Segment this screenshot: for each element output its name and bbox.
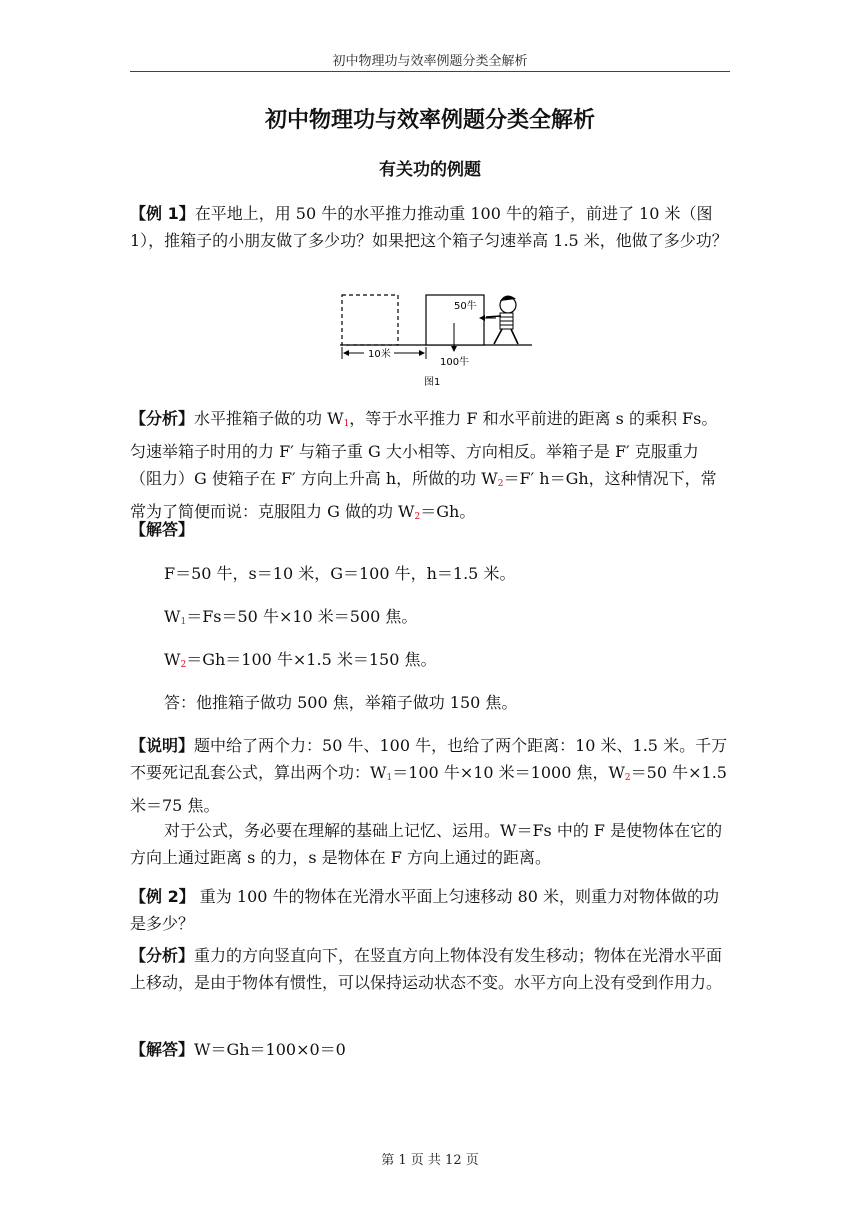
answer-1-line-2 bbox=[164, 603, 730, 636]
answer-1-line-1: F＝50 牛，s＝10 米，G＝100 牛，h＝1.5 米。 bbox=[164, 564, 516, 583]
analysis-2 bbox=[130, 942, 730, 996]
example-1-label: 【例 1】 bbox=[130, 204, 195, 223]
note-1 bbox=[130, 732, 730, 819]
subscript: 1 bbox=[386, 773, 393, 783]
header-divider bbox=[130, 71, 730, 72]
formula-text: ＝Fs＝50 牛×10 米＝500 焦。 bbox=[186, 607, 418, 626]
subscript: 2 bbox=[624, 773, 631, 783]
answer-2 bbox=[130, 1036, 730, 1063]
distance-label: 10米 bbox=[368, 349, 391, 360]
figure-1-diagram bbox=[336, 287, 536, 391]
subscript: 2 bbox=[414, 512, 421, 522]
dim-arrow-left bbox=[343, 350, 349, 356]
analysis-1-text-c: ＝F′ h＝Gh，这种情况下，常常为了简便而说：克服阻力 G 做的功 W bbox=[130, 469, 717, 521]
formula-w: W bbox=[164, 650, 181, 669]
force-label: 50牛 bbox=[454, 301, 477, 312]
formula-text: ＝Gh＝100 牛×1.5 米＝150 焦。 bbox=[186, 650, 437, 669]
analysis-1-text-a: 水平推箱子做的功 W bbox=[194, 409, 344, 428]
answer-1-label: 【解答】 bbox=[130, 520, 195, 539]
analysis-1 bbox=[130, 405, 730, 531]
child-figure bbox=[486, 295, 518, 344]
example-2-text: 重为 100 牛的物体在光滑水平面上匀速移动 80 米，则重力对物体做的功是多少？ bbox=[130, 887, 720, 933]
analysis-2-label: 【分析】 bbox=[130, 946, 195, 965]
note-1-label: 【说明】 bbox=[130, 736, 195, 755]
analysis-1-text-d: ＝Gh。 bbox=[420, 502, 476, 521]
note-1-text-c: ＝50 牛×1.5 米＝75 焦。 bbox=[130, 763, 727, 815]
formula-w: W bbox=[164, 607, 181, 626]
dashed-box-start bbox=[342, 295, 398, 345]
page-footer: 第 1 页 共 12 页 bbox=[381, 1153, 479, 1168]
example-1-text: 在平地上，用 50 牛的水平推力推动重 100 牛的箱子，前进了 10 米（图 1），推箱子的小朋友做了多少功？如果把这个箱子匀速举高 1.5 米，他做了多少功？ bbox=[130, 204, 728, 250]
running-header: 初中物理功与效率例题分类全解析 bbox=[332, 54, 528, 69]
analysis-1-label: 【分析】 bbox=[130, 409, 195, 428]
answer-2-text: W＝Gh＝100×0＝0 bbox=[194, 1040, 346, 1059]
analysis-1-text-b: ，等于水平推力 F 和水平前进的距离 s 的乘积 Fs。匀速举箱子时用的力 F′ 与箱子重 G 大小相等、方向相反。举箱子是 F′ 克服重力（阻力）G 使箱子在 F′ 方向上升高 h，所做的功 W bbox=[130, 409, 718, 488]
note-1-text-b: ＝100 牛×10 米＝1000 焦，W bbox=[392, 763, 625, 782]
subscript: 1 bbox=[343, 419, 350, 429]
answer-1-heading bbox=[130, 516, 730, 543]
answer-2-label: 【解答】 bbox=[130, 1040, 195, 1059]
note-1-paragraph-2: 对于公式，务必要在理解的基础上记忆、运用。W＝Fs 中的 F 是使物体在它的方向上通过距离 s 的力，s 是物体在 F 方向上通过的距离。 bbox=[130, 821, 723, 867]
subscript: 2 bbox=[497, 479, 504, 489]
example-1 bbox=[130, 200, 730, 254]
dim-arrow-right bbox=[419, 350, 425, 356]
analysis-2-text: 重力的方向竖直向下，在竖直方向上物体没有发生移动；物体在光滑水平面上移动，是由于物体有惯性，可以保持运动状态不变。水平方向上没有受到作用力。 bbox=[130, 946, 723, 992]
answer-1-line-3 bbox=[164, 646, 730, 679]
note-1-text-a: 题中给了两个力：50 牛、100 牛，也给了两个距离：10 米、1.5 米。千万不要死记乱套公式，算出两个功：W bbox=[130, 736, 728, 782]
example-2 bbox=[130, 883, 730, 937]
page-title: 初中物理功与效率例题分类全解析 bbox=[264, 108, 595, 133]
weight-label: 100牛 bbox=[440, 357, 470, 368]
example-2-label: 【例 2】 bbox=[130, 887, 195, 906]
weight-arrowhead bbox=[451, 346, 457, 352]
subscript: 2 bbox=[180, 660, 187, 670]
section-title: 有关功的例题 bbox=[379, 160, 481, 180]
answer-1-line-4: 答：他推箱子做功 500 焦，举箱子做功 150 焦。 bbox=[164, 693, 518, 712]
subscript: 1 bbox=[180, 617, 187, 627]
figure-caption: 图1 bbox=[424, 377, 441, 388]
